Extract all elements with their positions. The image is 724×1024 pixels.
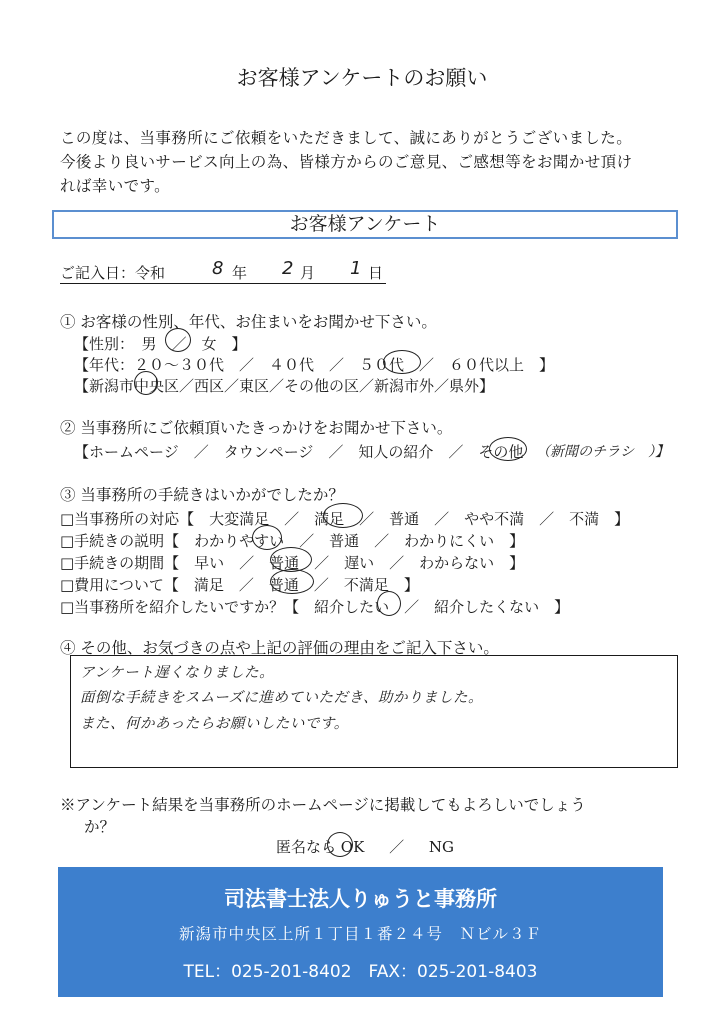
anonymous-choice bbox=[276, 836, 454, 857]
q1-question: ① お客様の性別、年代、お住まいをお聞かせ下さい。 bbox=[60, 313, 437, 331]
q1-gender: 【性別： 男 ／ 女 】 bbox=[74, 335, 247, 353]
date-line bbox=[60, 258, 384, 283]
date-month-unit: 月 bbox=[300, 264, 316, 282]
comment-line-2: 面倒な手続きをスムーズに進めていただき、助かりました。 bbox=[80, 690, 483, 706]
date-day: 1 bbox=[350, 258, 362, 279]
gender-circle-mark bbox=[165, 328, 191, 352]
q3-row-cost: □費用について【 満足 ／ 普通 ／ 不満足 】 bbox=[60, 576, 419, 594]
age-circle-mark bbox=[383, 350, 421, 374]
intro-line-2: 今後より良いサービス向上の為、皆様方からのご意見、ご感想等をお聞かせ頂け bbox=[60, 153, 633, 171]
anonymous-separator: ／ bbox=[389, 838, 405, 856]
area-circle-mark bbox=[134, 371, 158, 395]
comment-line-3: また、何かあったらお願いしたいです。 bbox=[80, 716, 349, 732]
q3-row-referral: □当事務所を紹介したいですか？【 紹介したい ／ 紹介したくない 】 bbox=[60, 598, 570, 616]
q3-row-response: □当事務所の対応【 大変満足 ／ 満足 ／ 普通 ／ やや不満 ／ 不満 】 bbox=[60, 510, 630, 528]
referral-circle-mark bbox=[377, 591, 401, 616]
response-circle-mark bbox=[323, 503, 363, 528]
footer-banner bbox=[58, 867, 663, 997]
cost-circle-mark bbox=[270, 569, 314, 594]
publish-note-line-1: ※アンケート結果を当事務所のホームページに掲載してもよろしいでしょう bbox=[60, 796, 586, 814]
date-day-unit: 日 bbox=[368, 264, 384, 282]
intro-line-3: れば幸いです。 bbox=[60, 177, 171, 195]
q1-age: 【年代：２０～３０代 ／ ４０代 ／ ５０代 ／ ６０代以上 】 bbox=[74, 356, 555, 374]
date-year: 8 bbox=[212, 258, 224, 279]
q4-question: ④ その他、お気づきの点や上記の評価の理由をご記入下さい。 bbox=[60, 639, 499, 657]
survey-heading: お客様アンケート bbox=[52, 210, 678, 239]
q3-row-duration: □手続きの期間【 早い ／ 普通 ／ 遅い ／ わからない 】 bbox=[60, 554, 525, 572]
q2-other-answer: （新聞のチラシ ）】 bbox=[536, 444, 669, 460]
date-year-unit: 年 bbox=[232, 264, 248, 282]
publish-note-line-2: か？ bbox=[84, 818, 116, 836]
footer-tel-fax: TEL：025-201-8402 FAX：025-201-8403 bbox=[183, 962, 538, 982]
anonymous-ng: NG bbox=[428, 838, 454, 856]
date-label: ご記入日：令和 bbox=[60, 264, 166, 282]
explanation-circle-mark bbox=[252, 525, 282, 550]
q2-question: ② 当事務所にご依頼頂いたきっかけをお聞かせ下さい。 bbox=[60, 419, 453, 437]
q3-question: ③ 当事務所の手続きはいかがでしたか？ bbox=[60, 486, 344, 504]
anonymous-ok: OK bbox=[340, 838, 365, 856]
other-circle-mark bbox=[489, 437, 527, 461]
footer-address: 新潟市中央区上所１丁目１番２４号 Ｎビル３Ｆ bbox=[178, 925, 542, 943]
q3-row-explanation: □手続きの説明【 わかりやすい ／ 普通 ／ わかりにくい 】 bbox=[60, 532, 525, 550]
comment-line-1: アンケート遅くなりました。 bbox=[80, 665, 275, 681]
anonymous-circle-mark bbox=[327, 832, 353, 857]
date-month: 2 bbox=[282, 258, 294, 279]
q2-options: 【ホームページ ／ タウンページ ／ 知人の紹介 ／ その他 bbox=[74, 443, 524, 461]
q1-area: 【新潟市中央区／西区／東区／その他の区／新潟市外／県外】 bbox=[74, 377, 495, 395]
page-title: お客様アンケートのお願い bbox=[236, 66, 488, 90]
footer-office-name: 司法書士法人りゅうと事務所 bbox=[224, 887, 497, 911]
anonymous-label: 匿名なら bbox=[276, 838, 337, 856]
intro-line-1: この度は、当事務所にご依頼をいただきまして、誠にありがとうございました。 bbox=[60, 129, 633, 147]
